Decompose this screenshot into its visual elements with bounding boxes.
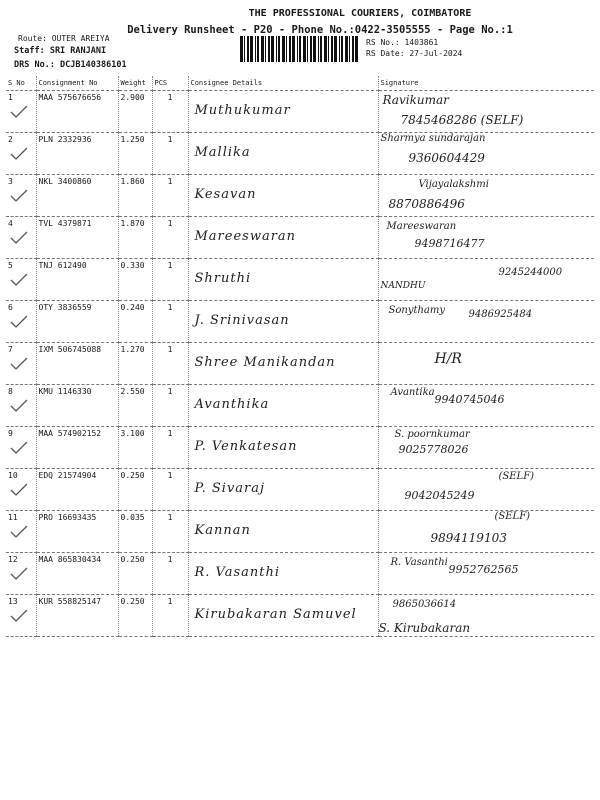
signature-phone: 9486925484	[468, 309, 533, 320]
consignment-no	[36, 343, 118, 385]
barcode-bar	[310, 36, 312, 62]
consignee-name: Shree Manikandan	[194, 355, 336, 370]
signature-phone: 8870886496	[388, 197, 465, 211]
signature-phone: 9498716477	[414, 237, 485, 250]
signature-cell	[378, 385, 594, 427]
barcode-bar	[355, 36, 358, 62]
col-signature: Signature	[378, 76, 594, 91]
barcode-bar	[289, 36, 291, 62]
consignment-no-text: MAA 574902152	[38, 429, 102, 438]
check-mark-icon	[10, 147, 28, 161]
consignee-name: Muthukumar	[194, 103, 291, 118]
signature-cell	[378, 259, 594, 301]
barcode-bar	[282, 36, 285, 62]
consignment-no-text: PRO 16693435	[38, 513, 97, 522]
signature: Mareeswaran	[386, 221, 457, 232]
table-row	[6, 511, 594, 553]
consignment-no-text: TNJ 612490	[38, 261, 87, 270]
barcode-bar	[292, 36, 295, 62]
consignee-name: Mallika	[194, 145, 251, 160]
route-label: Route: OUTER AREIYA	[18, 34, 110, 43]
barcode-bar	[257, 36, 259, 62]
consignee-name: Kirubakaran Samuvel	[194, 607, 357, 622]
signature: Ravikumar	[382, 93, 449, 107]
barcode-bar	[318, 36, 319, 62]
weight	[118, 385, 152, 427]
pieces	[152, 469, 188, 511]
consignment-no	[36, 469, 118, 511]
consignment-no-text: EDQ 21574904	[38, 471, 97, 480]
serial-no	[6, 427, 36, 469]
signature: (SELF)	[498, 471, 535, 482]
barcode-bar	[352, 36, 354, 62]
barcode-bar	[247, 36, 249, 62]
barcode-bar	[307, 36, 308, 62]
signature-phone: 7845468286 (SELF)	[400, 113, 524, 127]
consignment-no	[36, 91, 118, 133]
check-mark-icon	[10, 609, 28, 623]
serial-no-text: 2	[8, 135, 13, 144]
weight	[118, 343, 152, 385]
weight-text: 1.860	[120, 177, 145, 186]
signature-cell	[378, 343, 594, 385]
runsheet-table	[6, 76, 594, 637]
table-row	[6, 469, 594, 511]
table-row	[6, 91, 594, 133]
serial-no	[6, 175, 36, 217]
serial-no-text: 7	[8, 345, 13, 354]
consignment-no-text: KUR 558825147	[38, 597, 102, 606]
weight	[118, 511, 152, 553]
consignee-name: Mareeswaran	[194, 229, 297, 244]
signature: H/R	[434, 351, 462, 367]
check-mark-icon	[10, 105, 28, 119]
weight-text: 0.035	[120, 513, 145, 522]
consignee-details	[188, 301, 378, 343]
pieces	[152, 385, 188, 427]
barcode	[240, 36, 358, 62]
signature-cell	[378, 91, 594, 133]
serial-no-text: 11	[8, 513, 18, 522]
pieces-text: 1	[167, 471, 173, 480]
pieces	[152, 553, 188, 595]
signature: Avantika	[390, 387, 435, 398]
signature: S. poornkumar	[394, 429, 470, 440]
consignment-no	[36, 175, 118, 217]
consignment-no	[36, 385, 118, 427]
weight-text: 0.250	[120, 555, 145, 564]
runsheet-title: Delivery Runsheet - P20 - Phone No.:0422-3505555 - Page No.:1	[127, 24, 513, 36]
pieces	[152, 91, 188, 133]
weight	[118, 175, 152, 217]
check-mark-icon	[10, 357, 28, 371]
barcode-bar	[339, 36, 340, 62]
consignment-no-text: TVL 4379871	[38, 219, 92, 228]
serial-no	[6, 343, 36, 385]
signature: Vijayalakshmi	[418, 179, 489, 190]
consignment-no-text: IXM 506745088	[38, 345, 102, 354]
weight	[118, 553, 152, 595]
table-row	[6, 343, 594, 385]
table-row	[6, 175, 594, 217]
weight	[118, 595, 152, 637]
serial-no	[6, 595, 36, 637]
signature-phone: 9245244000	[498, 267, 563, 278]
signature-phone: 9042045249	[404, 489, 475, 502]
pieces	[152, 343, 188, 385]
weight-text: 1.270	[120, 345, 145, 354]
barcode-bar	[250, 36, 253, 62]
barcode-bar	[341, 36, 343, 62]
serial-no	[6, 217, 36, 259]
serial-no-text: 13	[8, 597, 18, 606]
serial-no-text: 9	[8, 429, 13, 438]
table-row	[6, 427, 594, 469]
pieces-text: 1	[167, 219, 173, 228]
barcode-bar	[299, 36, 301, 62]
rs-number: RS No.: 1403861	[366, 38, 439, 47]
serial-no	[6, 385, 36, 427]
pieces	[152, 595, 188, 637]
barcode-bar	[349, 36, 350, 62]
table-row	[6, 385, 594, 427]
check-mark-icon	[10, 441, 28, 455]
pieces-text: 1	[167, 93, 173, 102]
consignee-details	[188, 385, 378, 427]
check-mark-icon	[10, 315, 28, 329]
weight	[118, 259, 152, 301]
barcode-bar	[278, 36, 280, 62]
consignment-no	[36, 595, 118, 637]
consignee-details	[188, 469, 378, 511]
pieces-text: 1	[167, 177, 173, 186]
barcode-bar	[324, 36, 327, 62]
signature-phone: 9025778026	[398, 443, 469, 456]
serial-no-text: 3	[8, 177, 13, 186]
col-consignee: Consignee Details	[188, 76, 378, 91]
signature: R. Vasanthi	[390, 557, 448, 568]
pieces-text: 1	[167, 597, 173, 606]
signature: S. Kirubakaran	[378, 621, 471, 635]
signature-cell	[378, 427, 594, 469]
serial-no	[6, 301, 36, 343]
check-mark-icon	[10, 189, 28, 203]
pieces-text: 1	[167, 135, 173, 144]
col-pcs: PCS	[152, 76, 188, 91]
col-sno: S No	[6, 76, 36, 91]
consignment-no-text: KMU 1146330	[38, 387, 92, 396]
signature-cell	[378, 469, 594, 511]
pieces	[152, 259, 188, 301]
signature-phone: 9894119103	[430, 531, 507, 545]
col-weight: Weight	[118, 76, 152, 91]
consignee-details	[188, 217, 378, 259]
pieces	[152, 427, 188, 469]
check-mark-icon	[10, 273, 28, 287]
serial-no-text: 5	[8, 261, 13, 270]
barcode-bar	[313, 36, 316, 62]
check-mark-icon	[10, 525, 28, 539]
pieces-text: 1	[167, 429, 173, 438]
consignee-details	[188, 427, 378, 469]
signature-cell	[378, 217, 594, 259]
consignment-no	[36, 301, 118, 343]
consignee-name: Kesavan	[194, 187, 257, 202]
table-row	[6, 217, 594, 259]
weight-text: 2.550	[120, 387, 145, 396]
table-row	[6, 259, 594, 301]
pieces	[152, 175, 188, 217]
consignment-no-text: PLN 2332936	[38, 135, 92, 144]
pieces-text: 1	[167, 303, 173, 312]
serial-no	[6, 469, 36, 511]
serial-no-text: 8	[8, 387, 13, 396]
signature-cell	[378, 595, 594, 637]
serial-no	[6, 511, 36, 553]
weight-text: 1.250	[120, 135, 145, 144]
weight	[118, 427, 152, 469]
barcode-bar	[303, 36, 306, 62]
barcode-bar	[320, 36, 322, 62]
consignment-no	[36, 553, 118, 595]
signature: (SELF)	[494, 511, 531, 522]
barcode-bar	[271, 36, 274, 62]
weight	[118, 217, 152, 259]
pieces	[152, 511, 188, 553]
pieces	[152, 217, 188, 259]
serial-no-text: 10	[8, 471, 18, 480]
consignee-name: R. Vasanthi	[194, 565, 281, 580]
consignee-details	[188, 91, 378, 133]
weight	[118, 91, 152, 133]
staff-label: Staff: SRI RANJANI	[14, 46, 107, 56]
weight	[118, 301, 152, 343]
pieces-text: 1	[167, 513, 173, 522]
consignee-name: Shruthi	[194, 271, 252, 286]
serial-no-text: 4	[8, 219, 13, 228]
table-row	[6, 301, 594, 343]
consignment-no-text: MAA 865830434	[38, 555, 102, 564]
signature-phone: 9865036614	[392, 599, 457, 610]
barcode-bar	[286, 36, 287, 62]
consignment-no-text: NKL 3400860	[38, 177, 92, 186]
signature-cell	[378, 175, 594, 217]
pieces	[152, 133, 188, 175]
consignee-details	[188, 553, 378, 595]
consignment-no	[36, 511, 118, 553]
barcode-bar	[244, 36, 245, 62]
signature-phone: 9360604429	[408, 151, 485, 165]
consignment-no-text: OTY 3836559	[38, 303, 92, 312]
barcode-bar	[255, 36, 256, 62]
signature-cell	[378, 133, 594, 175]
signature: Sonythamy	[388, 305, 446, 316]
barcode-bar	[276, 36, 277, 62]
serial-no	[6, 553, 36, 595]
pieces-text: 1	[167, 555, 173, 564]
weight-text: 1.870	[120, 219, 145, 228]
barcode-bar	[328, 36, 329, 62]
consignee-details	[188, 343, 378, 385]
barcode-bar	[345, 36, 348, 62]
barcode-bar	[334, 36, 337, 62]
company-title: THE PROFESSIONAL COURIERS, COIMBATORE	[248, 8, 472, 19]
pieces-text: 1	[167, 387, 173, 396]
check-mark-icon	[10, 483, 28, 497]
pieces-text: 1	[167, 345, 173, 354]
barcode-bar	[261, 36, 264, 62]
consignment-no	[36, 133, 118, 175]
signature: NANDHU	[380, 281, 426, 291]
check-mark-icon	[10, 567, 28, 581]
consignee-details	[188, 133, 378, 175]
serial-no-text: 12	[8, 555, 18, 564]
pieces-text: 1	[167, 261, 173, 270]
serial-no-text: 6	[8, 303, 13, 312]
col-consignment: Consignment No	[36, 76, 118, 91]
signature-cell	[378, 301, 594, 343]
table-row	[6, 595, 594, 637]
drs-number: DRS No.: DCJB140386101	[14, 60, 127, 70]
barcode-bar	[265, 36, 266, 62]
serial-no	[6, 133, 36, 175]
barcode-bar	[240, 36, 243, 62]
consignee-name: P. Venkatesan	[194, 439, 298, 454]
check-mark-icon	[10, 399, 28, 413]
barcode-bar	[268, 36, 270, 62]
consignee-details	[188, 175, 378, 217]
consignee-name: J. Srinivasan	[194, 313, 290, 328]
weight	[118, 133, 152, 175]
weight-text: 0.240	[120, 303, 145, 312]
consignment-no-text: MAA 575676656	[38, 93, 102, 102]
signature-phone: 9940745046	[434, 393, 505, 406]
table-header-row	[6, 76, 594, 91]
consignee-details	[188, 595, 378, 637]
serial-no	[6, 91, 36, 133]
weight-text: 0.250	[120, 471, 145, 480]
signature-phone: 9952762565	[448, 563, 519, 576]
weight-text: 3.100	[120, 429, 145, 438]
serial-no-text: 1	[8, 93, 13, 102]
rs-date: RS Date: 27-Jul-2024	[366, 49, 463, 58]
signature-cell	[378, 553, 594, 595]
check-mark-icon	[10, 231, 28, 245]
consignee-details	[188, 511, 378, 553]
barcode-bar	[297, 36, 298, 62]
table-row	[6, 553, 594, 595]
consignee-details	[188, 259, 378, 301]
consignee-name: Avanthika	[194, 397, 270, 412]
consignment-no	[36, 427, 118, 469]
signature: Sharmya sundarajan	[380, 133, 486, 144]
weight-text: 0.250	[120, 597, 145, 606]
consignment-no	[36, 259, 118, 301]
barcode-bar	[331, 36, 333, 62]
consignee-name: Kannan	[194, 523, 251, 538]
weight-text: 2.900	[120, 93, 145, 102]
pieces	[152, 301, 188, 343]
weight	[118, 469, 152, 511]
consignee-name: P. Sivaraj	[194, 481, 266, 496]
consignment-no	[36, 217, 118, 259]
signature-cell	[378, 511, 594, 553]
weight-text: 0.330	[120, 261, 145, 270]
serial-no	[6, 259, 36, 301]
table-row	[6, 133, 594, 175]
